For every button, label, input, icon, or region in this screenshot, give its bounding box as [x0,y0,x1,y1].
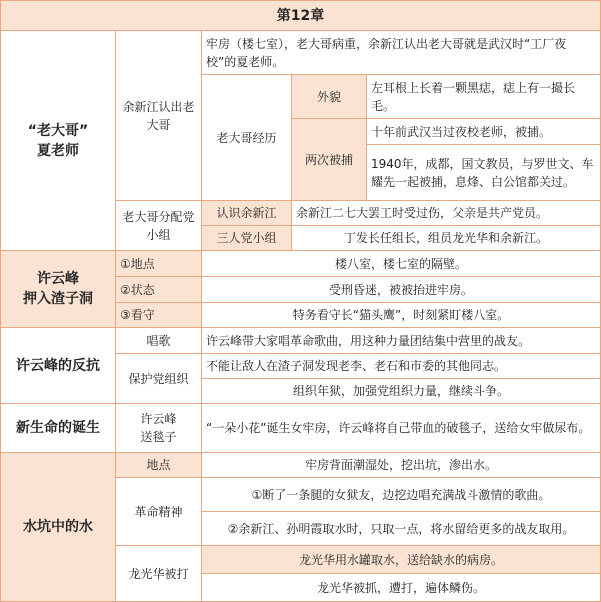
section-label-new-life: 新生命的诞生 [0,403,116,453]
place-text: 楼八室，楼七室的隔壁。 [201,250,601,277]
spirit-text-1: ①断了一条腿的女狱友，边挖边唱充满战斗激情的歌曲。 [201,477,601,512]
guard-label: ③看守 [115,302,202,328]
chapter-title: 第12章 [0,0,601,31]
spirit-text-2: ②余新江、孙明霞取水时，只取一点，将水留给更多的战友取用。 [201,511,601,546]
arrest-label: 两次被捕 [291,118,367,201]
beaten-label: 龙光华被打 [115,545,202,602]
section-label-water-pit: 水坑中的水 [0,452,116,602]
protect-text-2: 组织年狱，加强党组织力量，继续斗争。 [201,378,601,404]
pit-place-label: 地点 [115,452,202,478]
state-text: 受刑昏迷，被被抬进牢房。 [201,276,601,303]
group-label: 老大哥分配党小组 [115,200,202,251]
appearance-text: 左耳根上长着一颗黑痣，痣上有一撮长毛。 [366,74,601,119]
beaten-text-2: 龙光华被抓，遭打，遍体鳞伤。 [201,573,601,602]
appearance-label: 外貌 [291,74,367,119]
know-label: 认识余新江 [201,200,292,226]
pit-place-text: 牢房背面潮湿处，挖出坑，渗出水。 [201,452,601,478]
protect-label: 保护党组织 [115,353,202,404]
recognize-text: 牢房（楼七室），老大哥病重，余新江认出老大哥就是武汉时“工厂夜校”的夏老师。 [201,30,601,75]
arrest-text-2: 1940年，成都，国文教员，与罗世文、车耀先一起被捕，息烽、白公馆都关过。 [366,144,601,201]
know-text: 余新江二七大罢工时受过伤，父亲是共产党员。 [291,200,601,226]
place-label: ①地点 [115,250,202,277]
beaten-text-1: 龙光华用水罐取水，送给缺水的病房。 [201,545,601,574]
trio-label: 三人党小组 [201,225,292,251]
section-label-old-brother: “老大哥” 夏老师 [0,30,116,251]
section-label-resistance: 许云峰的反抗 [0,327,116,404]
arrest-text-1: 十年前武汉当过夜校老师，被捕。 [366,118,601,145]
blanket-text: “一朵小花”诞生女牢房，许云峰将自己带血的破毯子，送给女牢做尿布。 [201,403,601,453]
sing-label: 唱歌 [115,327,202,354]
blanket-label: 许云峰 送毯子 [115,403,202,453]
trio-text: 丁发长任组长，组员龙光华和余新江。 [291,225,601,251]
section-label-xu-jailed: 许云峰 押入渣子洞 [0,250,116,328]
protect-text-1: 不能让敌人在渣子洞发现老李、老石和市委的其他同志。 [201,353,601,379]
sub-label-recognize: 余新江认出老大哥 [115,30,202,201]
spirit-label: 革命精神 [115,477,202,546]
state-label: ②状态 [115,276,202,303]
experience-label: 老大哥经历 [201,74,292,201]
sing-text: 许云峰带大家唱革命歌曲，用这种力量团结集中营里的战友。 [201,327,601,354]
guard-text: 特务看守长“猫头鹰”，时刻紧盯楼八室。 [201,302,601,328]
